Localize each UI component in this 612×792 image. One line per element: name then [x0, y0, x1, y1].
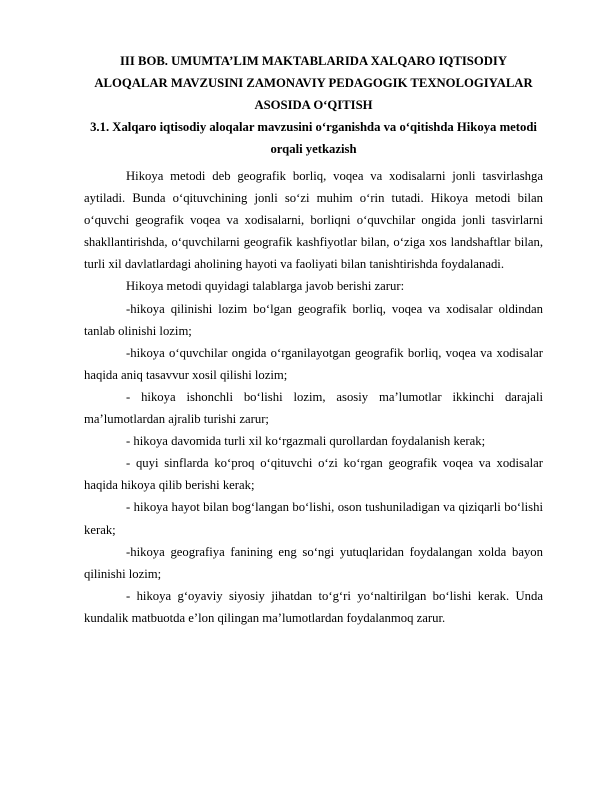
requirement-item: -hikoya o‘quvchilar ongida o‘rganilayotgan geografik borliq, voqea va xodisalar haqida aniq tasavvur xosil qilishi lozim;	[84, 345, 543, 382]
document-page	[84, 50, 543, 629]
requirement-item: - quyi sinflarda ko‘proq o‘qituvchi o‘zi ko‘rgan geografik voqea va xodisalar haqida hikoya qilib berishi kerak;	[84, 456, 543, 493]
requirement-item: -hikoya geografiya fanining eng so‘ngi yutuqlaridan foydalangan xolda bayon qilinishi lozim;	[84, 544, 543, 581]
requirement-item: - hikoya davomida turli xil ko‘rgazmali qurollardan foydalanish kerak;	[126, 434, 486, 449]
section-title: 3.1. Xalqaro iqtisodiy aloqalar mavzusini o‘rganishda va o‘qitishda Hikoya metodi orqali yetkazish	[90, 120, 537, 156]
paragraph-intro: Hikoya metodi deb geografik borliq, voqea va xodisalarni jonli tasvirlashga aytiladi. Bunda o‘qituvchining jonli so‘zi muhim o‘rin tutadi. Hikoya metodi bilan o‘quvchi geografik voqea va xodisalarni, borliqni o‘quvchilar ongida jonli tasvirlarni shakllantirishda, o‘quvchilarni geografik kashfiyotlar bilan, o‘ziga xos landshaftlar bilan, turli xil davlatlardagi aholining hayoti va faoliyati bilan tanishtirishda foydalanadi.	[84, 169, 543, 272]
requirement-item: -hikoya qilinishi lozim bo‘lgan geografik borliq, voqea va xodisalar oldindan tanlab olinishi lozim;	[84, 301, 543, 338]
requirement-item: - hikoya g‘oyaviy siyosiy jihatdan to‘g‘ri yo‘naltirilgan bo‘lishi kerak. Unda kundalik matbuotda e’lon qilingan ma’lumotlardan foydalanmoq zarur.	[84, 588, 543, 625]
chapter-title: III BOB. UMUMTA’LIM MAKTABLARIDA XALQARO IQTISODIY ALOQALAR MAVZUSINI ZAMONAVIY PEDAGOGIK TEXNOLOGIYALAR ASOSIDA O‘QITISH	[94, 54, 533, 112]
paragraph-requirements-lead: Hikoya metodi quyidagi talablarga javob berishi zarur:	[126, 279, 405, 294]
requirement-item: - hikoya hayot bilan bog‘langan bo‘lishi, oson tushuniladigan va qiziqarli bo‘lishi kerak;	[84, 500, 543, 537]
requirement-item: - hikoya ishonchli bo‘lishi lozim, asosiy ma’lumotlar ikkinchi darajali ma’lumotlardan ajralib turishi zarur;	[84, 389, 543, 427]
document-body	[84, 165, 543, 629]
